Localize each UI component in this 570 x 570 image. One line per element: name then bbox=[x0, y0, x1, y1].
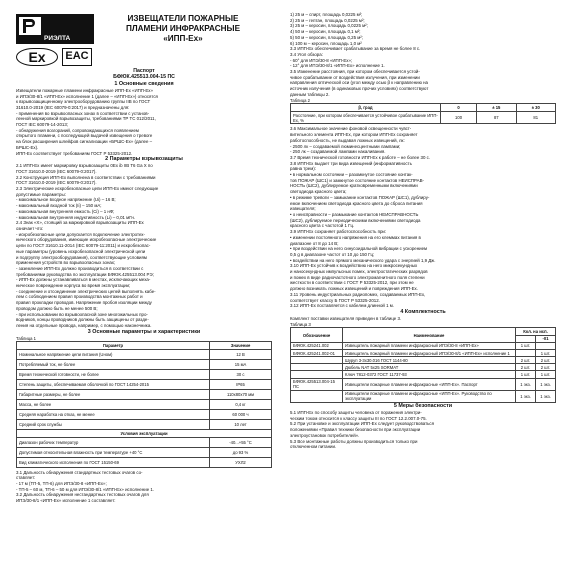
table-cell bbox=[291, 357, 343, 364]
text-line: 2.4 Знак «X», стоящий за маркировкой взрывозащиты ИПП-Ex bbox=[16, 220, 144, 226]
text-line: жесткости в соответствии с ГОСТ Р 53325-2012, при этом не bbox=[290, 280, 414, 286]
text-line: • в нормальном состоянии – разомкнутое состояние контак- bbox=[290, 172, 413, 178]
text-line: диапазоне от 8 до 14 В; bbox=[290, 240, 339, 246]
table-cell: Извещатель пожарный пламени инфракрасный ИПЭ/30-8/1 «ИПП-Ex» исполнение 1 bbox=[343, 349, 516, 356]
text-line: 1) 25 м – спирт, площадь 0,0225 м²; bbox=[290, 12, 363, 17]
text-line: - применения во взрывоопасных зонах в соответствии с установ- bbox=[16, 110, 150, 116]
table-cell: Ключ 7812-0372 ГОСТ 11737-93 bbox=[343, 371, 516, 378]
text-line: равна трем): bbox=[290, 166, 316, 172]
text-line: • воздействии на него прямого механического удара с энергией 1,9 Дж. bbox=[290, 257, 436, 263]
text-line: 2.3 Электрические искробезопасные цепи ИПП-Ex имеют следующие bbox=[16, 186, 159, 192]
text-line: - 17 м (ТП-5, ТП-6) для ИПЭ/30-8 «ИПП-Ex»; bbox=[16, 480, 107, 486]
table-cell: 87 bbox=[477, 112, 516, 124]
text-line: - при использовании во взрывоопасной зоне многожильных про- bbox=[16, 311, 148, 317]
table-cell: Дюбель NAT 5x25 SORMAT bbox=[343, 364, 516, 371]
text-line: 3.3 ИПП-Ex обеспечивает срабатывание за время не более 8 с. bbox=[290, 46, 421, 52]
text-line: - соединение и отсоединение электрических цепей выполнять кабе- bbox=[16, 288, 156, 294]
table-cell: Расстояние, при котором обеспечивается устойчивое срабатывание ИПП-Ex, % bbox=[291, 112, 441, 124]
text-line: НОСТЬ (ШС2), дублируемое кратковременными включениями bbox=[290, 183, 418, 189]
text-line: 5.2 При установке и эксплуатации ИПП-Ex следует руководствоваться bbox=[290, 421, 434, 427]
table-cell: Потребляемый ток, не более bbox=[17, 359, 210, 369]
section-5-text bbox=[290, 410, 556, 450]
text-line: допустимые параметры: bbox=[16, 191, 66, 197]
table-cell: Время технической готовности, не более bbox=[17, 369, 210, 379]
table-cell: Масса, не более bbox=[17, 399, 210, 409]
text-line: электроустановок потребителей». bbox=[290, 432, 360, 438]
text-line: 6) 100 м – керосин, площадь 1,0 м² bbox=[290, 40, 362, 46]
text-line: применения устройств во взрывоопасных зонах; bbox=[16, 260, 116, 266]
parameters-table bbox=[16, 341, 272, 467]
section-heading: 4 Комплектность bbox=[400, 308, 446, 315]
text-line: 2.1 ИПП-Ex имеет маркировку взрывозащиты 0Ex ib IIB T6 Ga X по bbox=[16, 163, 153, 169]
table-header-cell: β, град bbox=[291, 104, 441, 112]
table-cell: 1 экз. bbox=[536, 378, 556, 390]
ex-mark-icon: Ex bbox=[16, 48, 58, 66]
section-4-text bbox=[290, 316, 556, 327]
table-cell: 1 экз. bbox=[516, 378, 536, 390]
table-header-cell: Кол. на исп. bbox=[516, 328, 556, 335]
text-line: ГОСТ 31610.0-2019 (IEC 60079-0:2017). bbox=[16, 180, 97, 186]
text-line: нического оборудования, имеющие искробезопасные электрические bbox=[16, 237, 157, 243]
text-line: 5) 50 м – керосин, площадь 0,25 м²; bbox=[290, 34, 363, 40]
table-cell: Условия эксплуатации bbox=[17, 429, 272, 437]
table-row bbox=[291, 349, 556, 356]
text-line: и помех в виде радиочастотного электромагнитного поля степени bbox=[290, 274, 425, 280]
table-cell: Средняя наработка на отказ, не менее bbox=[17, 409, 210, 419]
table-header-cell: Наименование bbox=[343, 328, 516, 342]
table-row bbox=[17, 399, 272, 409]
text-line: отключенном питании. bbox=[290, 444, 337, 450]
table-cell: 2 шт. bbox=[536, 364, 556, 371]
text-line: данным таблицы 2. bbox=[290, 91, 330, 97]
logo-text: РИЭЛТА bbox=[44, 35, 71, 42]
table-cell bbox=[536, 342, 556, 349]
text-line: • о неисправности – размыкание контактов НЕИСПРАВНОСТЬ bbox=[290, 211, 419, 217]
table-cell: 60 000 ч bbox=[210, 409, 272, 419]
text-line: 5.3 Все монтажные работы должны производиться только при bbox=[290, 438, 418, 444]
table-cell: 15 мА bbox=[210, 359, 272, 369]
text-line: красного цвета с частотой 1 Гц. bbox=[290, 223, 355, 229]
rielta-logo bbox=[16, 14, 94, 44]
table-header-cell: 0 bbox=[441, 104, 477, 112]
table-row bbox=[291, 371, 556, 378]
text-line: означает что: bbox=[16, 225, 44, 231]
section-1-text bbox=[16, 88, 272, 156]
table-cell: Извещатели пожарные пламени инфракрасные «ИПП-Ex». Паспорт bbox=[343, 378, 516, 390]
text-line: 5.1 ИПП-Ex по способу защиты человека от поражения электри- bbox=[290, 410, 422, 416]
text-line: 3.6 Максимальное значение фоновой освещенности чувст- bbox=[290, 126, 412, 132]
text-line: водников, концы проводников должны быть защищены от разде- bbox=[16, 317, 149, 323]
text-line: цепи по ГОСТ 31610.11-2014 (IEC 60079-11:2011) и искробезопас- bbox=[16, 243, 151, 249]
table-cell: УХЛ2 bbox=[210, 457, 272, 467]
table-cell: 2 шт. bbox=[516, 357, 536, 364]
table-row bbox=[17, 457, 272, 467]
table-row bbox=[17, 409, 272, 419]
text-line: требованиями руководства по эксплуатации БФЮК.425513.004 РЭ; bbox=[16, 271, 154, 277]
text-line: должно возникать ложных извещений и повреждения ИПП-Ex. bbox=[290, 286, 418, 292]
table-row bbox=[17, 369, 272, 379]
table-cell bbox=[291, 364, 343, 371]
table-cell: 110х80х70 мм bbox=[210, 389, 272, 399]
text-line: и наносекундных импульсных помех, электростатических разрядов bbox=[290, 269, 428, 275]
text-line: и ИПЭ/30-8/1 «ИПП-Ex» исполнение 1 (далее – «ИПП-Ex») относятся bbox=[16, 93, 158, 99]
text-line: и подгруппу электрооборудования), соответствующие условиям bbox=[16, 254, 147, 260]
text-line: ческим током относится к классу защиты III по ГОСТ 12.2.007.0-75. bbox=[290, 415, 427, 421]
table-header-cell: Параметр bbox=[17, 342, 210, 349]
section-3-text bbox=[16, 470, 272, 504]
text-line: 3.9 ИПП-Ex сохраняет работоспособность при: bbox=[290, 229, 387, 235]
text-line: - максимальный входной ток (Ii) – 150 мА; bbox=[16, 203, 102, 209]
text-line: 4) 50 м – керосин, площадь 0,1 м²; bbox=[290, 29, 361, 35]
table-cell bbox=[516, 349, 536, 356]
table-cell bbox=[291, 390, 343, 402]
table-cell: 1 экз. bbox=[516, 390, 536, 402]
table-header-cell: ± 30 bbox=[516, 104, 555, 112]
title-line: ИЗВЕЩАТЕЛИ ПОЖАРНЫЕ bbox=[127, 14, 239, 23]
text-line: чивое срабатывание от воздействия излучения, при изменении bbox=[290, 74, 420, 80]
table-cell: 10 лет bbox=[210, 419, 272, 429]
table-cell: Извещатели пожарные пламени инфракрасные «ИПП-Ex». Руководство по эксплуатации bbox=[343, 390, 516, 402]
text-line: - максимальная внутренняя индуктивность (Li) – 0,01 мГн. bbox=[16, 214, 135, 220]
text-line: Таблица 3 bbox=[290, 321, 311, 327]
text-line: 3.5 Изменение расстояния, при котором обеспечивается устой- bbox=[290, 69, 420, 75]
table-cell: Номинальное напряжение цепи питания (Uном) bbox=[17, 349, 210, 359]
section-3-details bbox=[290, 126, 556, 309]
table-cell: до 93 % bbox=[210, 447, 272, 457]
text-line: Комплект поставки извещателя приведен в таблице 3. bbox=[290, 315, 402, 321]
text-line: 3.12 ИПП-Ex поставляется с кабелем длинной 1 м. bbox=[290, 303, 394, 309]
section-heading: 5 Меры безопасности bbox=[393, 403, 453, 410]
text-line: ления на отдельные провода, например, с помощью наконечника. bbox=[16, 322, 152, 328]
table-cell: Степень защиты, обеспечиваемая оболочкой по ГОСТ 14254-2015 bbox=[17, 379, 210, 389]
table-section-row bbox=[17, 429, 272, 437]
text-line: (ШС2), дублируемое периодическими включениями светодиода bbox=[290, 217, 421, 223]
table-cell: Диапазон рабочих температур bbox=[17, 437, 210, 447]
table-cell: 12 В bbox=[210, 349, 272, 359]
text-line: направления оптической оси (угол между осью β к направлению на bbox=[290, 80, 428, 86]
text-line: - максимальное входное напряжение (Ui) – 16 В; bbox=[16, 197, 116, 203]
text-line: БРШС-Ex). bbox=[16, 144, 39, 150]
table-row bbox=[291, 390, 556, 402]
table-cell: 1 шт. bbox=[516, 371, 536, 378]
text-line: - максимальная внутренняя емкость (Ci) – 1 нФ; bbox=[16, 208, 115, 214]
text-line: ГОСТ IEC 60079-14-2013; bbox=[16, 122, 69, 128]
angle-table bbox=[290, 103, 556, 124]
text-line: ные параметры (уровень искробезопасной электрической цепи bbox=[16, 248, 146, 254]
table-header-cell: Значение bbox=[210, 342, 272, 349]
contents-table bbox=[290, 327, 556, 403]
table-header-cell: ± 15 bbox=[477, 104, 516, 112]
section-heading: 2 Параметры взрывозащиты bbox=[105, 156, 183, 163]
text-line: - искробезопасные цепи допускается подключение электротех- bbox=[16, 231, 145, 237]
table-cell: БФЮК.425241.002-01 bbox=[291, 349, 343, 356]
table-cell: Габаритные размеры, не более bbox=[17, 389, 210, 399]
text-line: - обнаружения возгораний, сопровождающихся появлением bbox=[16, 127, 139, 133]
text-line: 3.11 Уровень индустриальных радиопомех, создаваемых ИПП-Ex, bbox=[290, 291, 426, 297]
text-line: - 2500 лк – создаваемой люминесцентными лампами; bbox=[290, 143, 401, 149]
text-line: - ИПП-Ex должны устанавливаться в местах, исключающих меха- bbox=[16, 277, 151, 283]
text-line: ставляет: bbox=[16, 475, 36, 481]
section-3-continued bbox=[290, 12, 556, 98]
table-cell: БФЮК.425513.004-15 ПС bbox=[291, 378, 343, 390]
table-cell: 1 экз. bbox=[536, 390, 556, 402]
text-line: 3.8 ИПП-Ex выдает три вида извещений (информативность bbox=[290, 160, 412, 166]
text-line: ническое повреждение корпуса во время эксплуатации; bbox=[16, 283, 131, 289]
document-title bbox=[108, 14, 258, 44]
text-line: тов ПОЖАР (ШС1) и замкнутое состояние контактов НЕИСПРАВ- bbox=[290, 177, 424, 183]
text-line: ИПЭ/30-8/1 «ИПП-Ex» исполнение 1 составляет: bbox=[16, 498, 116, 504]
text-line: правил прокладки проводов. Напряжение пробоя изоляции между bbox=[16, 300, 152, 306]
text-line: - 12° для ИПЭ/30-8/1 «ИПП-Ex» исполнение 1. bbox=[290, 63, 385, 69]
left-column bbox=[16, 68, 272, 504]
text-line: 3.4 Угол обзора: bbox=[290, 51, 323, 57]
text-line: извещателя; bbox=[290, 206, 316, 212]
text-line: открытого пламени, с последующей выдачей извещения о тревоге bbox=[16, 133, 153, 139]
table-header-cell bbox=[516, 335, 536, 342]
table-cell: Средний срок службы bbox=[17, 419, 210, 429]
table-row bbox=[17, 379, 272, 389]
passport-code: БФЮК.425513.004-15 ПС bbox=[113, 74, 175, 81]
table-row bbox=[17, 419, 272, 429]
text-line: - 60° для ИПЭ/30-8 «ИПП-Ex»; bbox=[290, 57, 353, 63]
text-line: • при воздействии на него синусоидальной вибрации с ускорением bbox=[290, 246, 428, 252]
text-line: лем с соблюдением правил производства монтажных работ и bbox=[16, 294, 143, 300]
table-cell: Шуруп 3-3х30.016 ГОСТ 1144-80 bbox=[343, 357, 516, 364]
table-cell: 0,4 кг bbox=[210, 399, 272, 409]
table-cell: 1 шт. bbox=[516, 342, 536, 349]
text-line: - 250 лк – создаваемой лампами накаливания. bbox=[290, 149, 386, 155]
text-line: ИПП-Ex соответствует требованиям ГОСТ Р 53325-2012. bbox=[16, 150, 133, 156]
text-line: 3) 25 м – керосин, площадь 0,0225 м²; bbox=[290, 23, 368, 29]
table-row bbox=[291, 378, 556, 390]
text-line: • изменении постоянного напряжения на его клеммах питания в bbox=[290, 234, 421, 240]
table-row bbox=[17, 447, 272, 457]
table-cell: 81 bbox=[516, 112, 555, 124]
table-cell: Допустимая относительная влажность при температуре +40 °С bbox=[17, 447, 210, 457]
title-line: «ИПП-Ex» bbox=[163, 34, 203, 43]
text-line: • в режиме тревоги – замыкание контактов ПОЖАР (ШС1), дублиру- bbox=[290, 194, 430, 200]
text-line: емое включением светодиода красного цвета до сброса питания bbox=[290, 200, 423, 206]
text-line: 3.1 Дальность обнаружения стандартных тестовых очагов со- bbox=[16, 469, 143, 475]
text-line: 31610.0-2019 (IEC 60079-0:2017) и предназначены для: bbox=[16, 104, 130, 110]
table-cell: БФЮК.425241.002 bbox=[291, 342, 343, 349]
table-row bbox=[291, 342, 556, 349]
table-header-cell: Обозначение bbox=[291, 328, 343, 342]
table-header-cell: -01 bbox=[536, 335, 556, 342]
text-line: 2) 25 м – гептан, площадь 0,0225 м²; bbox=[290, 17, 365, 23]
table-cell: -40...+55 °С bbox=[210, 437, 272, 447]
section-heading: 1 Основные сведения bbox=[114, 80, 174, 87]
table-row bbox=[17, 359, 272, 369]
text-line: соответствует классу Б ГОСТ Р 53325-2012. bbox=[290, 297, 380, 303]
table-row bbox=[17, 437, 272, 447]
text-line: Извещатели пожарные пламени инфракрасные ИПП-Ex «ИПП-Ex» bbox=[16, 87, 153, 93]
table-row bbox=[291, 364, 556, 371]
text-line: светодиода красного цвета; bbox=[290, 189, 347, 195]
text-line: ГОСТ 31610.0-2019 (IEC 60079-0:2017). bbox=[16, 168, 97, 174]
right-column bbox=[290, 12, 556, 450]
text-line: ленной маркировкой взрывозащиты, требованиями ТР ТС 012/2011, bbox=[16, 116, 156, 122]
table-cell: Извещатель пожарный пламени инфракрасный ИПЭ/30-8 «ИПП-Ex» bbox=[343, 342, 516, 349]
text-line: - ТП-5 – 60 м, ТП-6 – 50 м для ИПЭ/30-8/1 «ИПП-Ex» исполнение 1. bbox=[16, 486, 155, 492]
table-caption: Таблица 1 bbox=[16, 335, 36, 341]
text-line: - заземление ИПП-Ex должно производиться в соответствии с bbox=[16, 265, 144, 271]
text-line: к взрывозащищенному электрооборудованию группы IIB по ГОСТ bbox=[16, 99, 151, 105]
passport-title: Паспорт bbox=[133, 68, 155, 74]
table-cell: Вид климатического исполнения по ГОСТ 15150-69 bbox=[17, 457, 210, 467]
table-cell: 2 шт. bbox=[536, 357, 556, 364]
text-line: работоспособность, не выдавая ложных извещений, лк: bbox=[290, 137, 405, 143]
table-row bbox=[17, 349, 272, 359]
text-line: 3.7 Время технической готовности ИПП-Ex к работе – не более 30 с. bbox=[290, 154, 431, 160]
table-cell: 1 шт. bbox=[536, 371, 556, 378]
title-line: ПЛАМЕНИ ИНФРАКРАСНЫЕ bbox=[125, 24, 241, 33]
text-line: 3.10 ИПП-Ex устойчив к воздействию на него микросекундных bbox=[290, 263, 418, 269]
table-cell: 2 шт. bbox=[516, 364, 536, 371]
table-cell: 30 с bbox=[210, 369, 272, 379]
table-cell bbox=[291, 371, 343, 378]
table-cell: 1 шт. bbox=[536, 349, 556, 356]
table-cell: 100 bbox=[441, 112, 477, 124]
text-line: на блок расширения шлейфов сигнализации «БРШС-Ex» (далее – bbox=[16, 139, 153, 145]
text-line: проводом должно быть не менее 500 В; bbox=[16, 305, 98, 311]
section-heading: 3 Основные параметры и характеристики bbox=[87, 328, 201, 335]
text-line: 2.2 Конструкция ИПП-Ex выполнена в соответствии с требованиями bbox=[16, 174, 156, 180]
table-caption: Таблица 2 bbox=[290, 97, 310, 103]
text-line: источник излучения (в одинаковых прочих условиях) соответствуют bbox=[290, 86, 429, 92]
section-2-text bbox=[16, 163, 272, 328]
table-cell: IP65 bbox=[210, 379, 272, 389]
table-row bbox=[291, 357, 556, 364]
text-line: вительного элемента ИПП-Ex, при котором ИПП-Ex сохраняет bbox=[290, 132, 418, 138]
eac-mark-icon: EAC bbox=[62, 48, 92, 66]
table-row bbox=[17, 389, 272, 399]
text-line: 0,5 g в диапазоне частот от 10 до 150 Гц; bbox=[290, 251, 375, 257]
text-line: положениями «Правил техники безопасности при эксплуатации bbox=[290, 427, 421, 433]
text-line: 3.2 Дальность обнаружения нестандартных тестовых очагов для bbox=[16, 492, 149, 498]
